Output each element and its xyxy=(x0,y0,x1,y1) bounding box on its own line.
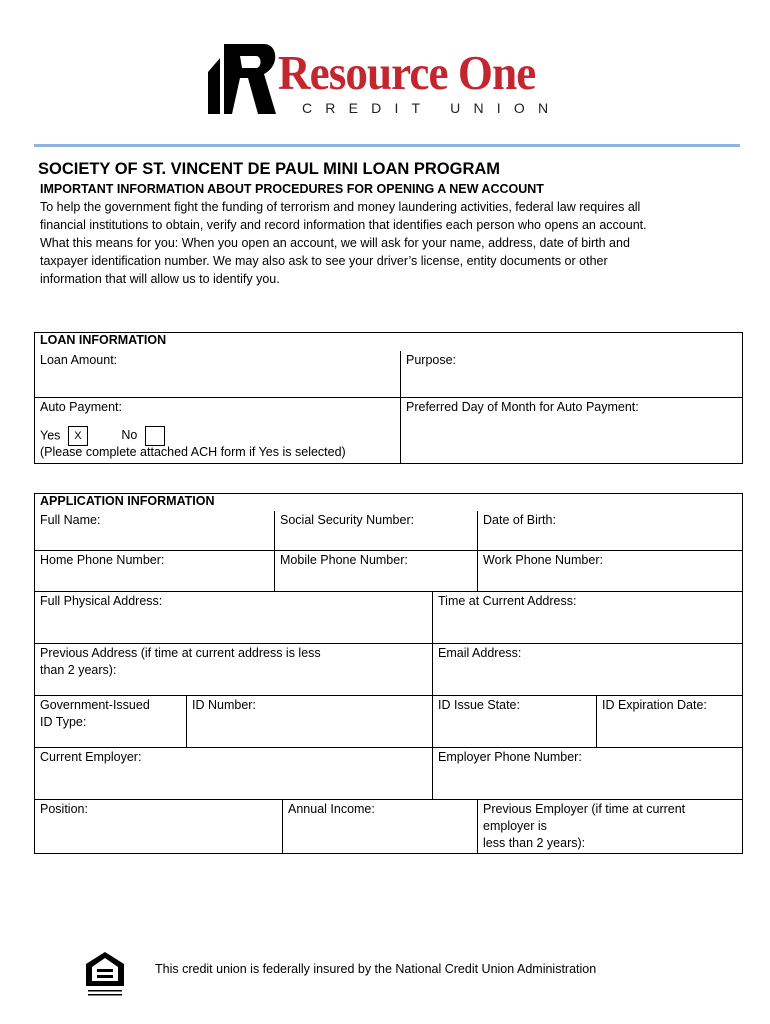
current-employer-label: Current Employer: xyxy=(40,750,142,764)
previous-address-field[interactable] xyxy=(35,644,433,696)
full-name-label: Full Name: xyxy=(40,512,101,527)
r1-logo-mark-icon xyxy=(206,44,276,116)
gov-id-type-field[interactable] xyxy=(35,696,187,748)
home-phone-field[interactable] xyxy=(35,551,275,592)
document-subtitle: IMPORTANT INFORMATION ABOUT PROCEDURES FOR OPENING A NEW ACCOUNT xyxy=(40,182,544,196)
physical-address-field[interactable] xyxy=(35,592,433,644)
employer-phone-label: Employer Phone Number: xyxy=(438,750,582,764)
physical-address-label: Full Physical Address: xyxy=(40,594,163,608)
application-information-table xyxy=(34,493,743,854)
previous-employer-field[interactable] xyxy=(478,800,743,854)
work-phone-field[interactable] xyxy=(478,551,743,592)
id-expiration-label: ID Expiration Date: xyxy=(602,698,707,712)
gov-id-type-label: Government-Issued xyxy=(40,698,150,712)
previous-employer-label-cont: less than 2 years): xyxy=(483,836,586,850)
no-label: No xyxy=(121,428,138,443)
document-title: SOCIETY OF ST. VINCENT DE PAUL MINI LOAN PROGRAM xyxy=(38,160,501,178)
id-issue-state-field[interactable] xyxy=(433,696,597,748)
intro-line: What this means for you: When you open an account, we will ask for your name, address, date of birth and xyxy=(40,236,630,250)
employer-phone-field[interactable] xyxy=(433,748,743,800)
annual-income-label: Annual Income: xyxy=(288,802,375,816)
id-expiration-field[interactable] xyxy=(597,696,743,748)
loan-information-table xyxy=(34,332,743,464)
preferred-day-field[interactable] xyxy=(401,398,743,464)
equal-housing-opportunity-icon xyxy=(84,950,126,998)
preferred-day-label: Preferred Day of Month for Auto Payment: xyxy=(406,400,639,414)
ach-note: (Please complete attached ACH form if Yes is selected) xyxy=(40,445,346,459)
full-name-field[interactable] xyxy=(35,511,275,551)
position-field[interactable] xyxy=(35,800,283,854)
position-label: Position: xyxy=(40,802,88,816)
purpose-label: Purpose: xyxy=(406,352,457,367)
intro-line: financial institutions to obtain, verify and record information that identifies each person who opens an account. xyxy=(40,218,647,232)
time-at-address-label: Time at Current Address: xyxy=(438,594,577,608)
purpose-field[interactable] xyxy=(401,351,743,398)
id-number-field[interactable] xyxy=(187,696,433,748)
mobile-phone-field[interactable] xyxy=(275,551,478,592)
application-information-heading: APPLICATION INFORMATION xyxy=(35,494,743,511)
time-at-address-field[interactable] xyxy=(433,592,743,644)
id-issue-state-label: ID Issue State: xyxy=(438,698,520,712)
intro-line: To help the government fight the funding of terrorism and money laundering activities, federal law requires all xyxy=(40,200,641,214)
logo-subtitle: CREDIT UNION xyxy=(302,100,562,116)
previous-employer-label: Previous Employer (if time at current employer is xyxy=(483,802,686,833)
header-rule xyxy=(34,144,740,147)
logo-name: Resource One xyxy=(278,45,536,100)
date-of-birth-field[interactable] xyxy=(478,511,743,551)
email-label: Email Address: xyxy=(438,646,522,660)
yes-checkbox[interactable]: X xyxy=(68,426,88,446)
previous-address-label-cont: than 2 years): xyxy=(40,663,117,677)
ssn-label: Social Security Number: xyxy=(280,512,415,527)
intro-line: taxpayer identification number. We may also ask to see your driver’s license, entity documents or other xyxy=(40,254,608,268)
mobile-phone-label: Mobile Phone Number: xyxy=(280,553,408,567)
loan-amount-field[interactable] xyxy=(35,351,401,398)
no-checkbox[interactable] xyxy=(145,426,165,446)
annual-income-field[interactable] xyxy=(283,800,478,854)
previous-address-label: Previous Address (if time at current address is less xyxy=(40,646,321,660)
loan-information-heading: LOAN INFORMATION xyxy=(35,333,743,351)
yes-label: Yes xyxy=(40,428,61,443)
work-phone-label: Work Phone Number: xyxy=(483,553,603,567)
gov-id-type-label-cont: ID Type: xyxy=(40,715,87,729)
auto-payment-label: Auto Payment: xyxy=(40,400,122,414)
auto-payment-field xyxy=(35,398,401,464)
email-field[interactable] xyxy=(433,644,743,696)
id-number-label: ID Number: xyxy=(192,698,256,712)
ssn-field[interactable] xyxy=(275,511,478,551)
home-phone-label: Home Phone Number: xyxy=(40,553,165,567)
date-of-birth-label: Date of Birth: xyxy=(483,512,556,527)
loan-amount-label: Loan Amount: xyxy=(40,352,118,367)
current-employer-field[interactable] xyxy=(35,748,433,800)
intro-line: information that will allow us to identify you. xyxy=(40,272,280,286)
footer-insurance-text: This credit union is federally insured by the National Credit Union Administration xyxy=(155,962,597,976)
